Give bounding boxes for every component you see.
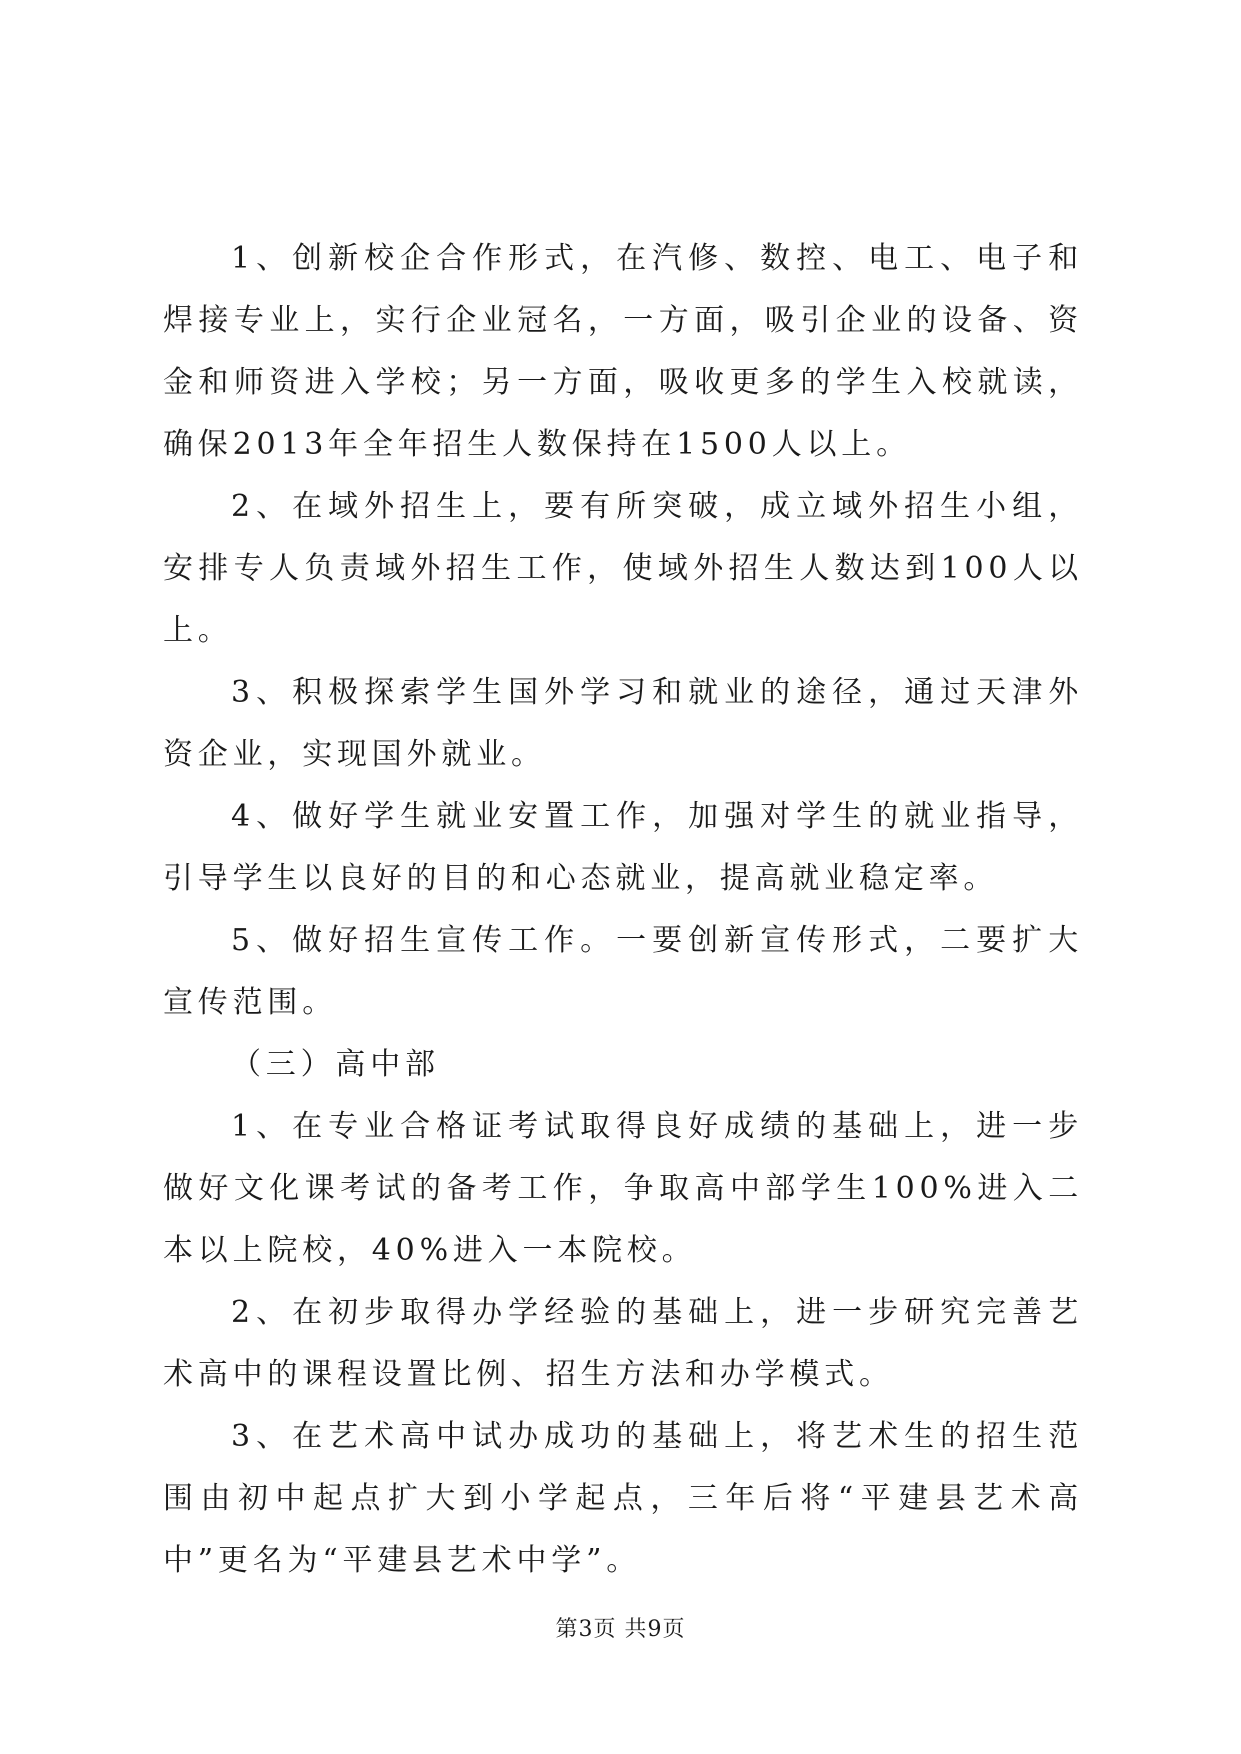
section-paragraph-1: 1、在专业合格证考试取得良好成绩的基础上，进一步做好文化课考试的备考工作，争取高中部学生100%进入二本以上院校，40%进入一本院校。 [163,1109,1083,1268]
section-paragraph-2: 2、在初步取得办学经验的基础上，进一步研究完善艺术高中的课程设置比例、招生方法和办学模式。 [163,1295,1083,1392]
paragraph-2: 2、在域外招生上，要有所突破，成立域外招生小组，安排专人负责域外招生工作，使域外招生人数达到100人以上。 [163,489,1083,648]
paragraph-5: 5、做好招生宣传工作。一要创新宣传形式，二要扩大宣传范围。 [163,923,1083,1020]
section-paragraph-3: 3、在艺术高中试办成功的基础上，将艺术生的招生范围由初中起点扩大到小学起点，三年后将“平建县艺术高中”更名为“平建县艺术中学”。 [163,1419,1083,1578]
document-body [163,228,1083,1592]
paragraph-4: 4、做好学生就业安置工作，加强对学生的就业指导，引导学生以良好的目的和心态就业，提高就业稳定率。 [163,799,1083,896]
paragraph-1: 1、创新校企合作形式，在汽修、数控、电工、电子和焊接专业上，实行企业冠名，一方面，吸引企业的设备、资金和师资进入学校；另一方面，吸收更多的学生入校就读，确保2013年全年招生人数保持在1500人以上。 [163,241,1083,462]
page-footer: 第3页 共9页 [555,1617,686,1642]
paragraph-3: 3、积极探索学生国外学习和就业的途径，通过天津外资企业，实现国外就业。 [163,675,1083,772]
section-heading: （三）高中部 [231,1047,440,1082]
